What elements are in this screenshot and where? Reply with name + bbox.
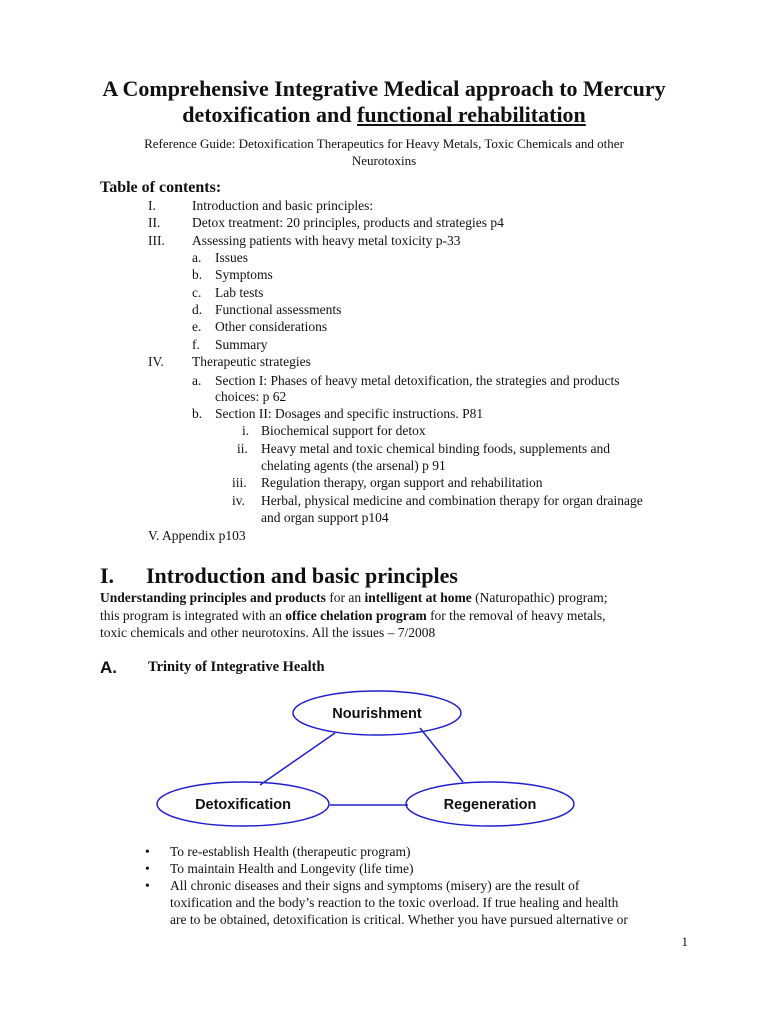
label-regeneration: Regeneration — [443, 797, 537, 813]
bullet-glyph: • — [145, 878, 150, 893]
toc-num: c. — [192, 285, 202, 300]
toc-item-appendix: V. Appendix p103 — [148, 528, 246, 543]
bullet-text-continued: toxification and the body’s reaction to the toxic overload. If true healing and health — [170, 895, 619, 910]
toc-num: d. — [192, 302, 203, 317]
para-bold-3: office chelation program — [285, 607, 427, 623]
toc-num: a. — [192, 250, 202, 265]
toc-item: Lab tests — [215, 285, 264, 300]
toc-num: I. — [148, 198, 156, 213]
toc-num: i. — [242, 423, 250, 438]
toc-num: ii. — [237, 441, 248, 456]
toc-item: Herbal, physical medicine and combination therapy for organ drainage — [261, 493, 643, 508]
list-item — [145, 843, 705, 860]
section-numeral: I. — [100, 563, 115, 588]
title-line-2 — [60, 102, 708, 128]
toc-heading: Table of contents: — [100, 179, 222, 196]
bullet-glyph: • — [145, 844, 150, 859]
toc-num: iii. — [232, 475, 247, 490]
toc-item: Section II: Dosages and specific instructions. P81 — [215, 406, 484, 421]
bullet-text-continued: are to be obtained, detoxification is critical. Whether you have pursued alternative or — [170, 912, 628, 927]
title-line-2-plain: detoxification and — [182, 102, 357, 127]
subtitle-line-1: Reference Guide: Detoxification Therapeutics for Heavy Metals, Toxic Chemicals and other — [144, 136, 624, 151]
bullet-list — [145, 843, 705, 928]
page-number: 1 — [681, 934, 688, 949]
toc-item: Issues — [215, 250, 248, 265]
toc-num: e. — [192, 319, 202, 334]
toc-item: Summary — [215, 337, 268, 352]
document-subtitle — [100, 135, 668, 169]
toc-item: Symptoms — [215, 267, 273, 282]
para-bold-1: Understanding principles and products — [100, 590, 326, 605]
bullet-text: To maintain Health and Longevity (life time) — [170, 861, 414, 876]
toc-item: Introduction and basic principles: — [192, 198, 374, 213]
section-heading — [100, 563, 458, 589]
para-text-2: (Naturopathic) program; — [471, 590, 608, 605]
label-detoxification: Detoxification — [195, 797, 291, 813]
section-title: Introduction and basic principles — [146, 563, 458, 588]
toc-item-continued: and organ support p104 — [261, 510, 389, 525]
bullet-glyph: • — [145, 861, 150, 876]
toc-num: III. — [148, 233, 165, 248]
para-text-3: this program is integrated with an — [100, 607, 286, 623]
list-item — [145, 877, 705, 928]
toc-item: Regulation therapy, organ support and rehabilitation — [261, 475, 543, 490]
document-title — [60, 76, 708, 128]
toc-num: a. — [192, 373, 202, 388]
para-bold-2: intelligent at home — [364, 590, 472, 605]
subsection-title: Trinity of Integrative Health — [148, 659, 325, 675]
toc-item-continued: chelating agents (the arsenal) p 91 — [261, 458, 446, 473]
toc-item-continued: choices: p 62 — [215, 389, 287, 404]
subtitle-line-2: Neurotoxins — [351, 153, 417, 168]
toc-num: b. — [192, 267, 203, 282]
toc-item: Section I: Phases of heavy metal detoxification, the strategies and products — [215, 373, 620, 388]
intro-paragraph — [100, 589, 680, 642]
label-nourishment: Nourishment — [332, 706, 422, 722]
title-line-1: A Comprehensive Integrative Medical approach to Mercury — [102, 76, 666, 101]
title-line-2-underlined: functional rehabilitation — [357, 102, 586, 127]
toc-num: b. — [192, 406, 203, 421]
toc-item: Other considerations — [215, 319, 328, 334]
trinity-diagram-labels — [150, 690, 630, 840]
para-text-4: for the removal of heavy metals, — [426, 607, 606, 623]
toc-item: Therapeutic strategies — [192, 354, 311, 369]
subsection-letter: A. — [100, 658, 117, 677]
toc-num: IV. — [148, 354, 164, 369]
para-text-5: toxic chemicals and other neurotoxins. All the issues – 7/2008 — [100, 625, 436, 640]
bullet-text: All chronic diseases and their signs and symptoms (misery) are the result of — [170, 878, 580, 893]
toc-item: Assessing patients with heavy metal toxicity p-33 — [192, 233, 461, 248]
toc-num: II. — [148, 215, 161, 230]
toc-item: Biochemical support for detox — [261, 423, 426, 438]
toc-num: iv. — [232, 493, 245, 508]
para-text-1: for an — [325, 590, 365, 605]
toc-num: f. — [192, 337, 200, 352]
bullet-text: To re-establish Health (therapeutic program) — [170, 844, 411, 859]
list-item — [145, 860, 705, 877]
toc-item: Functional assessments — [215, 302, 342, 317]
toc-item: Detox treatment: 20 principles, products and strategies p4 — [192, 215, 504, 230]
toc-item: Heavy metal and toxic chemical binding foods, supplements and — [261, 441, 611, 456]
